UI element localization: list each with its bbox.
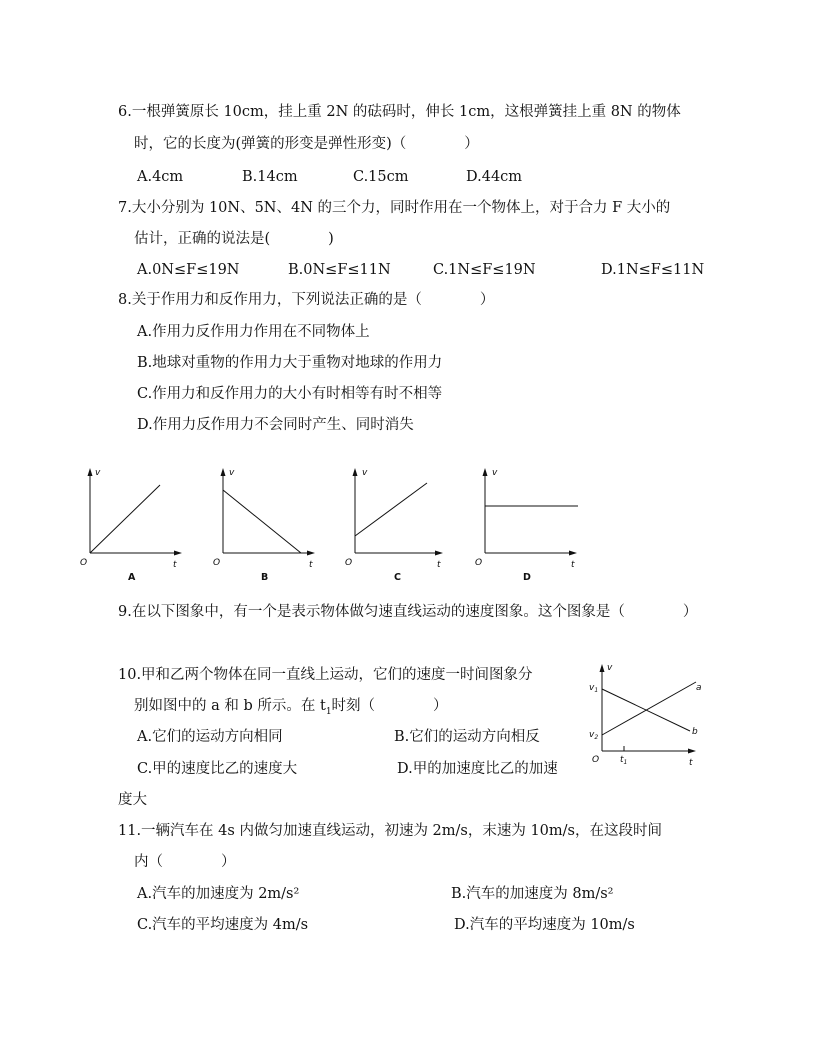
q11-stem-line1: 11.一辆汽车在 4s 内做匀加速直线运动，初速为 2m/s，末速为 10m/s，在这段时间 [118, 823, 662, 839]
q10-option-b: B.它们的运动方向相反 [394, 729, 540, 745]
q10-t-label: t [689, 758, 693, 768]
q11-option-a: A.汽车的加速度为 2m/s² [137, 886, 300, 902]
graph-c-line [355, 483, 427, 536]
graph-c-t-arrow [435, 551, 443, 556]
q8-option-d: D.作用力反作用力不会同时产生、同时消失 [137, 417, 414, 433]
q10-line-b-label: b [692, 727, 698, 737]
graph-a-caption: A [128, 572, 136, 583]
q10-t-arrow [688, 749, 696, 754]
graph-c-caption: C [394, 572, 401, 583]
q11-option-c: C.汽车的平均速度为 4m/s [137, 917, 309, 933]
graph-b-v-label: v [229, 468, 235, 478]
graph-d-t-arrow [569, 551, 577, 556]
q10-v1-label: $v_1$ [589, 683, 599, 694]
q10-option-d-continued: 度大 [118, 792, 147, 808]
q10-option-c: C.甲的速度比乙的速度大 [137, 761, 298, 777]
q8-option-a: A.作用力反作用力作用在不同物体上 [137, 324, 370, 340]
graph-d-v-arrow [483, 468, 488, 476]
graph-c [345, 468, 443, 583]
q10-line-a-label: a [696, 683, 702, 693]
q10-graph [589, 663, 702, 768]
graph-b [213, 468, 315, 583]
graph-c-v-arrow [353, 468, 358, 476]
graph-a-v-label: v [95, 468, 101, 478]
q6-option-d: D.44cm [466, 169, 523, 185]
q10-v-label: v [607, 663, 613, 673]
graph-b-t-label: t [309, 560, 313, 570]
graph-b-t-arrow [307, 551, 315, 556]
graph-d [475, 468, 578, 583]
q10-v2-label: $v_2$ [589, 730, 599, 741]
q7-option-c: C.1N≤F≤19N [433, 262, 536, 278]
q11-stem-line2: 内（ ） [134, 854, 236, 870]
q8-option-b: B.地球对重物的作用力大于重物对地球的作用力 [137, 355, 443, 371]
graph-c-v-label: v [362, 468, 368, 478]
graph-b-caption: B [261, 572, 269, 583]
graph-a-v-arrow [88, 468, 93, 476]
q6-option-c: C.15cm [353, 169, 409, 185]
graph-b-origin: O [213, 558, 221, 568]
q6-stem-line1: 6.一根弹簧原长 10cm，挂上重 2N 的砝码时，伸长 1cm，这根弹簧挂上重 8N 的物体 [118, 104, 681, 120]
graph-a [80, 468, 182, 583]
q11-option-d: D.汽车的平均速度为 10m/s [454, 917, 635, 933]
graph-a-origin: O [80, 558, 88, 568]
q6-option-b: B.14cm [242, 169, 298, 185]
graph-c-origin: O [345, 558, 353, 568]
graph-a-t-label: t [173, 560, 177, 570]
q6-stem-line2: 时，它的长度为(弹簧的形变是弹性形变)（ ） [134, 136, 479, 152]
q10-t1-label: $t_1$ [620, 755, 628, 766]
graph-d-v-label: v [492, 468, 498, 478]
q7-option-a: A.0N≤F≤19N [137, 262, 240, 278]
graph-c-t-label: t [437, 560, 441, 570]
q9-stem: 9.在以下图象中，有一个是表示物体做匀速直线运动的速度图象。这个图象是（ ） [118, 604, 698, 620]
q10-stem-line2: 别如图中的 a 和 b 所示。在 $t_1$时刻（ ） [134, 698, 448, 717]
graph-d-origin: O [475, 558, 483, 568]
q6-option-a: A.4cm [137, 169, 184, 185]
q7-option-d: D.1N≤F≤11N [601, 262, 705, 278]
q10-v-arrow [600, 664, 605, 672]
q10-option-d: D.甲的加速度比乙的加速 [397, 761, 558, 777]
graph-b-v-arrow [221, 468, 226, 476]
q7-stem-line2: 估计，正确的说法是( ) [134, 231, 334, 247]
q10-origin: O [592, 755, 600, 765]
q7-option-b: B.0N≤F≤11N [288, 262, 391, 278]
q8-stem: 8.关于作用力和反作用力，下列说法正确的是（ ） [118, 292, 495, 308]
q10-stem-line1: 10.甲和乙两个物体在同一直线上运动，它们的速度一时间图象分 [118, 667, 533, 683]
graph-a-t-arrow [174, 551, 182, 556]
q7-stem-line1: 7.大小分别为 10N、5N、4N 的三个力，同时作用在一个物体上，对于合力 F 大小的 [118, 200, 671, 216]
graph-a-line [90, 485, 160, 553]
graph-d-caption: D [523, 572, 531, 583]
graph-b-line [223, 490, 301, 553]
q8-option-c: C.作用力和反作用力的大小有时相等有时不相等 [137, 386, 443, 402]
q10-option-a: A.它们的运动方向相同 [137, 729, 283, 745]
graph-d-t-label: t [571, 560, 575, 570]
q11-option-b: B.汽车的加速度为 8m/s² [451, 886, 614, 902]
